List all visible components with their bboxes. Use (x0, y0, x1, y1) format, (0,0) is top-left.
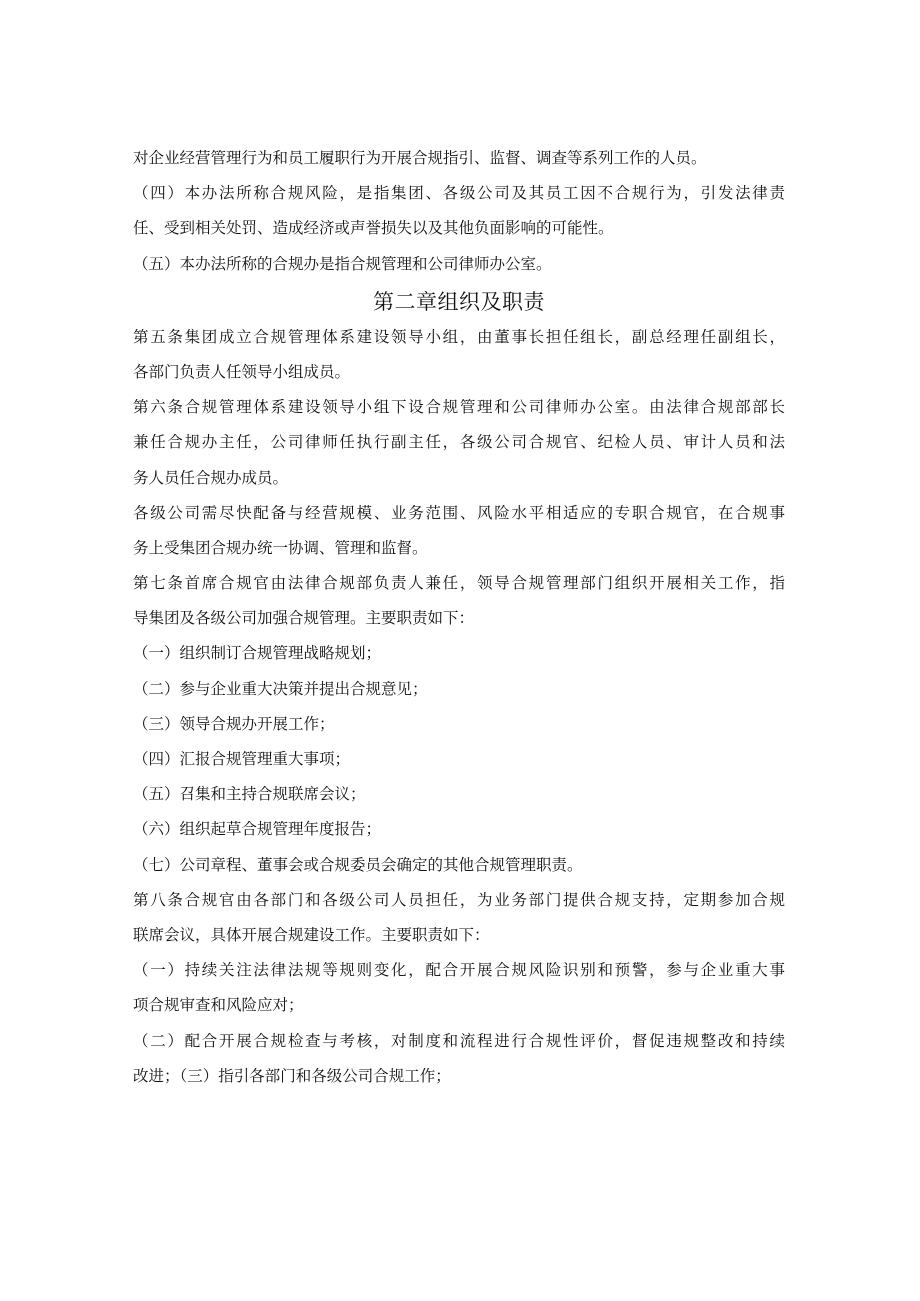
list-item: （四）汇报合规管理重大事项； (133, 750, 351, 768)
list-item: （二）配合开展合规检查与考核，对制度和流程进行合规性评价，督促违规整改和持续 (133, 1031, 785, 1050)
paragraph-line: 各级公司需尽快配备与经营规模、业务范围、风险水平相适应的专职合规官，在合规事 (133, 503, 785, 522)
document-page (133, 147, 785, 1100)
paragraph-line: 联席会议，具体开展合规建设工作。主要职责如下： (133, 925, 490, 944)
paragraph-line: 第六条合规管理体系建设领导小组下设合规管理和公司律师办公室。由法律合规部部长 (133, 398, 785, 417)
list-item: （一）组织制订合规管理战略规划； (133, 644, 382, 663)
list-item: （六）组织起草合规管理年度报告； (133, 820, 382, 839)
chapter-heading: 第二章组织及职责 (373, 289, 545, 314)
paragraph-line: 对企业经营管理行为和员工履职行为开展合规指引、监督、调查等系列工作的人员。 (133, 149, 707, 167)
paragraph-line: （四）本办法所称合规风险，是指集团、各级公司及其员工因不合规行为，引发法律责 (133, 184, 785, 203)
list-item: （七）公司章程、董事会或合规委员会确定的其他合规管理职责。 (133, 855, 583, 874)
paragraph-line: 第八条合规官由各部门和各级公司人员担任，为业务部门提供合规支持，定期参加合规 (133, 890, 785, 909)
paragraph-line: 兼任合规办主任，公司律师任执行副主任，各级公司合规官、纪检人员、审计人员和法 (133, 433, 785, 452)
paragraph-line: （五）本办法所称的合规办是指合规管理和公司律师办公室。 (133, 254, 552, 273)
paragraph-line: 任、受到相关处罚、造成经济或声誉损失以及其他负面影响的可能性。 (133, 219, 614, 238)
list-item: 改进；（三）指引各部门和各级公司合规工作； (133, 1066, 451, 1085)
list-item: （二）参与企业重大决策并提出合规意见； (133, 679, 428, 698)
paragraph-line: 各部门负责人任领导小组成员。 (133, 362, 351, 381)
list-item: 项合规审查和风险应对； (133, 996, 304, 1015)
list-item: （一）持续关注法律法规等规则变化，配合开展合规风险识别和预警，参与企业重大事 (133, 961, 785, 980)
list-item: （五）召集和主持合规联席会议； (133, 785, 366, 804)
paragraph-line: 务人员任合规办成员。 (133, 468, 289, 487)
paragraph-line: 务上受集团合规办统一协调、管理和监督。 (133, 538, 428, 557)
paragraph-line: 第七条首席合规官由法律合规部负责人兼任，领导合规管理部门组织开展相关工作，指 (133, 574, 785, 593)
list-item: （三）领导合规办开展工作； (133, 714, 335, 733)
paragraph-line: 第五条集团成立合规管理体系建设领导小组，由董事长担任组长，副总经理任副组长， (133, 327, 785, 346)
paragraph-line: 导集团及各级公司加强合规管理。主要职责如下： (133, 609, 475, 628)
